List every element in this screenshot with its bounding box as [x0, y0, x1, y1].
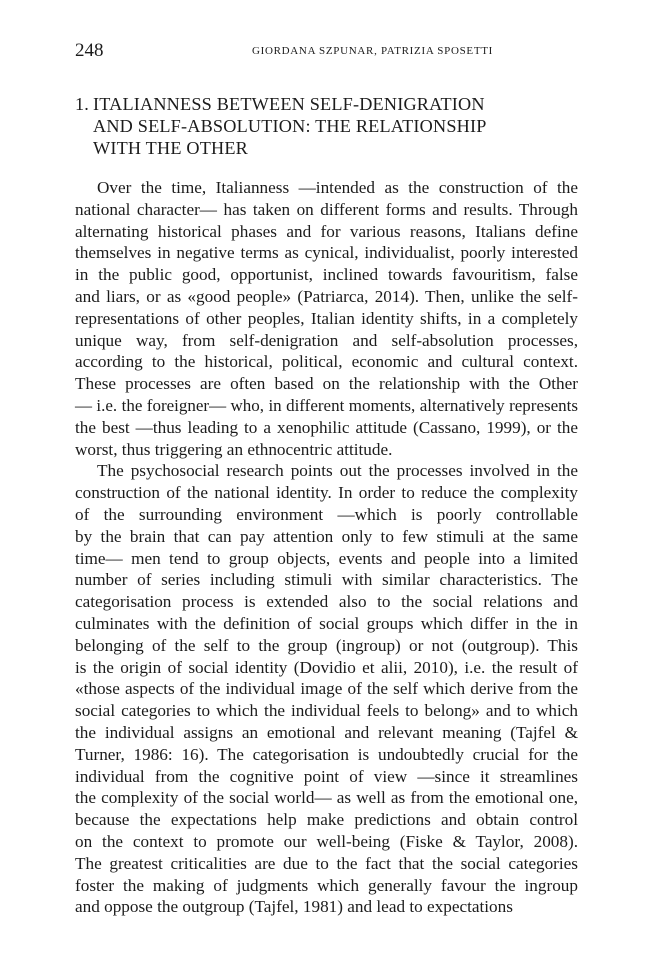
paragraph-line: categorisation process is extended also to the social relations and	[75, 592, 578, 612]
paragraph-line: national character— has taken on different forms and results. Through	[75, 199, 578, 219]
paragraph-line: The psychosocial research points out the processes involved in the	[97, 461, 578, 481]
paragraph-line: the complexity of the social world— as well as from the emotional one,	[75, 788, 578, 808]
paragraph-line: worst, thus triggering an ethnocentric attitude.	[75, 439, 393, 459]
paragraph-line: alternating historical phases and for various reasons, Italians define	[75, 221, 578, 241]
paragraph-line: «those aspects of the individual image of the self which derive from the	[75, 679, 578, 699]
paragraph-line: by the brain that can pay attention only to few stimuli at the same	[75, 526, 578, 546]
paragraph-line: construction of the national identity. In order to reduce the complexity	[75, 483, 578, 503]
paragraph-line: The greatest criticalities are due to the fact that the social categories	[75, 853, 578, 873]
paragraph-line: belonging of the self to the group (ingroup) or not (outgroup). This	[75, 635, 578, 655]
body-text	[75, 177, 578, 918]
section-number: 1.	[75, 94, 90, 114]
section-title-line: WITH THE OTHER	[93, 138, 249, 158]
paragraph-line: Over the time, Italianness —intended as the construction of the	[97, 178, 578, 197]
running-head: GIORDANA SZPUNAR, PATRIZIA SPOSETTI	[251, 45, 494, 57]
page-number: 248	[75, 40, 104, 61]
paragraph-line: and oppose the outgroup (Tajfel, 1981) and lead to expectations	[75, 897, 513, 917]
paragraph	[75, 177, 578, 460]
paragraph-line: in the public good, opportunist, inclined towards favouritism, false	[75, 265, 578, 285]
paragraph	[75, 460, 578, 918]
paragraph-line: culminates with the definition of social groups which differ in the in	[75, 613, 578, 633]
paragraph-line: because the expectations help make predictions and obtain control	[75, 810, 578, 830]
paragraph-line: These processes are often based on the relationship with the Other	[75, 374, 578, 394]
paragraph-line: is the origin of social identity (Dovidio et alii, 2010), i.e. the result of	[75, 657, 578, 677]
paragraph-line: and liars, or as «good people» (Patriarca, 2014). Then, unlike the self-	[75, 286, 578, 306]
section-title-line: AND SELF-ABSOLUTION: THE RELATIONSHIP	[93, 116, 487, 136]
paragraph-line: foster the making of judgments which generally favour the ingroup	[75, 875, 578, 895]
section-title-line	[75, 93, 545, 115]
paragraph-line: number of series including stimuli with similar characteristics. The	[75, 570, 578, 590]
paragraph-line: social categories to which the individual feels to belong» and to which	[75, 701, 578, 721]
page-header	[75, 40, 578, 64]
paragraph-line: on the context to promote our well-being (Fiske & Taylor, 2008).	[75, 831, 578, 851]
paragraph-line: time— men tend to group objects, events and people into a limited	[75, 548, 578, 568]
paragraph-line: the individual assigns an emotional and relevant meaning (Tajfel &	[75, 722, 578, 742]
paragraph-line: representations of other peoples, Italian identity shifts, in a completely	[75, 308, 578, 328]
paragraph-line: the best —thus leading to a xenophilic attitude (Cassano, 1999), or the	[75, 417, 578, 437]
section-title-text: ITALIANNESS BETWEEN SELF-DENIGRATION	[93, 94, 485, 114]
section-heading	[75, 93, 545, 159]
paragraph-line: of the surrounding environment —which is poorly controllable	[75, 504, 578, 524]
paragraph-line: unique way, from self-denigration and self-absolution processes,	[75, 330, 578, 350]
paragraph-line: according to the historical, political, economic and cultural context.	[75, 352, 578, 372]
paragraph-line: — i.e. the foreigner— who, in different moments, alternatively represents	[75, 395, 578, 415]
paragraph-line: individual from the cognitive point of view —since it streamlines	[75, 766, 578, 786]
paragraph-line: Turner, 1986: 16). The categorisation is undoubtedly crucial for the	[75, 744, 578, 764]
paragraph-line: themselves in negative terms as cynical, individualist, poorly interested	[75, 243, 578, 263]
